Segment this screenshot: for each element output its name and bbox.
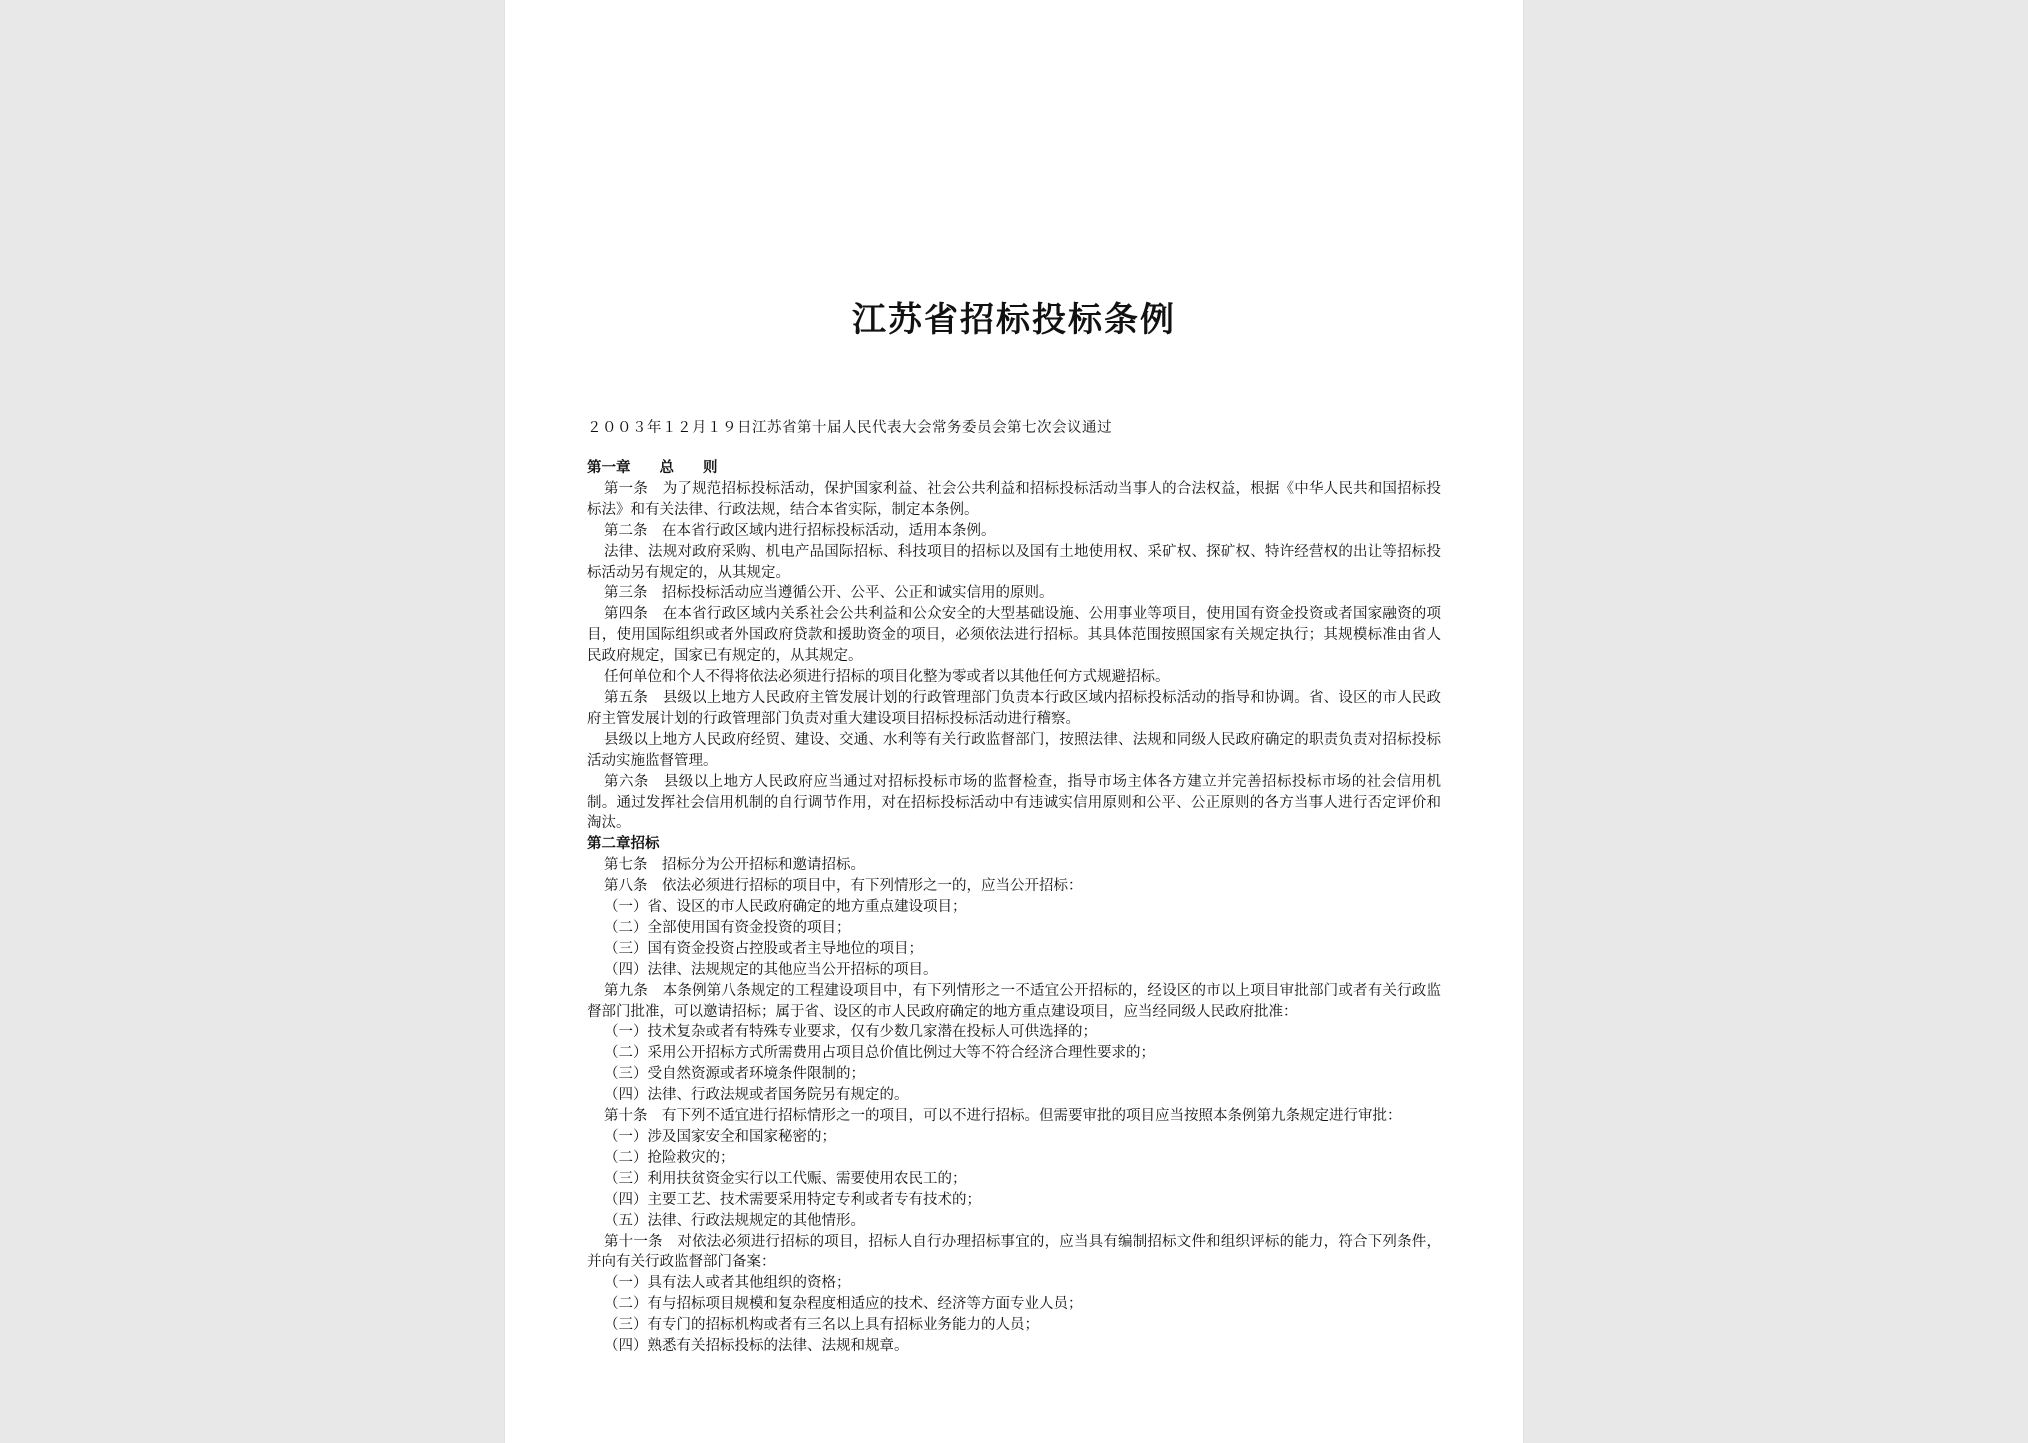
list-item: （三）受自然资源或者环境条件限制的； [604,1066,865,1083]
article-paragraph: 第一条 为了规范招标投标活动，保护国家利益、社会公共利益和招标投标活动当事人的合法权益，根据《中华人民共和国招标投标法》和有关法律、行政法规，结合本省实际，制定本条例。 [587,480,1441,518]
adoption-note: ２００３年１２月１９日江苏省第十届人民代表大会常务委员会第七次会议通过 [587,420,1112,436]
chapter-heading: 第一章 总 则 [587,459,718,476]
list-item: （一）省、设区的市人民政府确定的地方重点建设项目； [604,899,967,916]
list-item: （四）熟悉有关招标投标的法律、法规和规章。 [604,1338,909,1355]
article-paragraph: 第五条 县级以上地方人民政府主管发展计划的行政管理部门负责本行政区域内招标投标活动的指导和协调。省、设区的市人民政府主管发展计划的行政管理部门负责对重大建设项目招标投标活动进行稽察。 [587,689,1441,727]
article-paragraph: 第二条 在本省行政区域内进行招标投标活动，适用本条例。 [604,522,996,539]
list-item: （一）技术复杂或者有特殊专业要求，仅有少数几家潜在投标人可供选择的； [604,1024,1097,1041]
list-item: （三）利用扶贫资金实行以工代赈、需要使用农民工的； [604,1170,967,1187]
article-paragraph: 第九条 本条例第八条规定的工程建设项目中，有下列情形之一不适宜公开招标的，经设区的市以上项目审批部门或者有关行政监督部门批准，可以邀请招标；属于省、设区的市人民政府确定的地方重点建设项目，应当经同级人民政府批准： [587,982,1441,1020]
document-title: 江苏省招标投标条例 [852,300,1176,340]
list-item: （五）法律、行政法规规定的其他情形。 [604,1212,865,1229]
article-paragraph: 任何单位和个人不得将依法必须进行招标的项目化整为零或者以其他任何方式规避招标。 [604,669,1170,686]
list-item: （二）抢险救灾的； [604,1149,735,1166]
document-body [587,458,1441,1357]
list-item: （三）国有资金投资占控股或者主导地位的项目； [604,940,923,957]
article-paragraph: 第三条 招标投标活动应当遵循公开、公平、公正和诚实信用的原则。 [604,585,1054,602]
article-paragraph: 第六条 县级以上地方人民政府应当通过对招标投标市场的监督检查，指导市场主体各方建立并完善招标投标市场的社会信用机制。通过发挥社会信用机制的自行调节作用，对在招标投标活动中有违诚实信用原则和公平、公正原则的各方当事人进行否定评价和淘汰。 [587,773,1441,832]
article-paragraph: 第七条 招标分为公开招标和邀请招标。 [604,857,865,874]
list-item: （一）涉及国家安全和国家秘密的； [604,1129,836,1145]
article-paragraph: 第十一条 对依法必须进行招标的项目，招标人自行办理招标事宜的，应当具有编制招标文件和组织评标的能力，符合下列条件，并向有关行政监督部门备案： [587,1233,1441,1271]
list-item: （三）有专门的招标机构或者有三名以上具有招标业务能力的人员； [604,1317,1039,1334]
article-paragraph: 第四条 在本省行政区域内关系社会公共利益和公众安全的大型基础设施、公用事业等项目，使用国有资金投资或者国家融资的项目，使用国际组织或者外国政府贷款和援助资金的项目，必须依法进行招标。其具体范围按照国家有关规定执行；其规模标准由省人民政府规定，国家已有规定的，从其规定。 [587,606,1441,665]
article-paragraph: 法律、法规对政府采购、机电产品国际招标、科技项目的招标以及国有土地使用权、采矿权、探矿权、特许经营权的出让等招标投标活动另有规定的，从其规定。 [587,543,1441,581]
article-paragraph: 第十条 有下列不适宜进行招标情形之一的项目，可以不进行招标。但需要审批的项目应当按照本条例第九条规定进行审批： [604,1108,1402,1125]
article-paragraph: 县级以上地方人民政府经贸、建设、交通、水利等有关行政监督部门，按照法律、法规和同级人民政府确定的职责负责对招标投标活动实施监督管理。 [587,731,1441,769]
list-item: （四）法律、法规规定的其他应当公开招标的项目。 [604,961,938,978]
article-paragraph: 第八条 依法必须进行招标的项目中，有下列情形之一的，应当公开招标： [604,878,1083,895]
document-page [505,0,1523,1443]
list-item: （四）主要工艺、技术需要采用特定专利或者专有技术的； [604,1191,981,1208]
list-item: （二）有与招标项目规模和复杂程度相适应的技术、经济等方面专业人员； [604,1296,1083,1313]
list-item: （二）采用公开招标方式所需费用占项目总价值比例过大等不符合经济合理性要求的； [604,1045,1155,1062]
list-item: （二）全部使用国有资金投资的项目； [604,919,851,936]
list-item: （四）法律、行政法规或者国务院另有规定的。 [604,1087,909,1104]
list-item: （一）具有法人或者其他组织的资格； [604,1275,851,1292]
chapter-heading: 第二章招标 [587,835,660,853]
